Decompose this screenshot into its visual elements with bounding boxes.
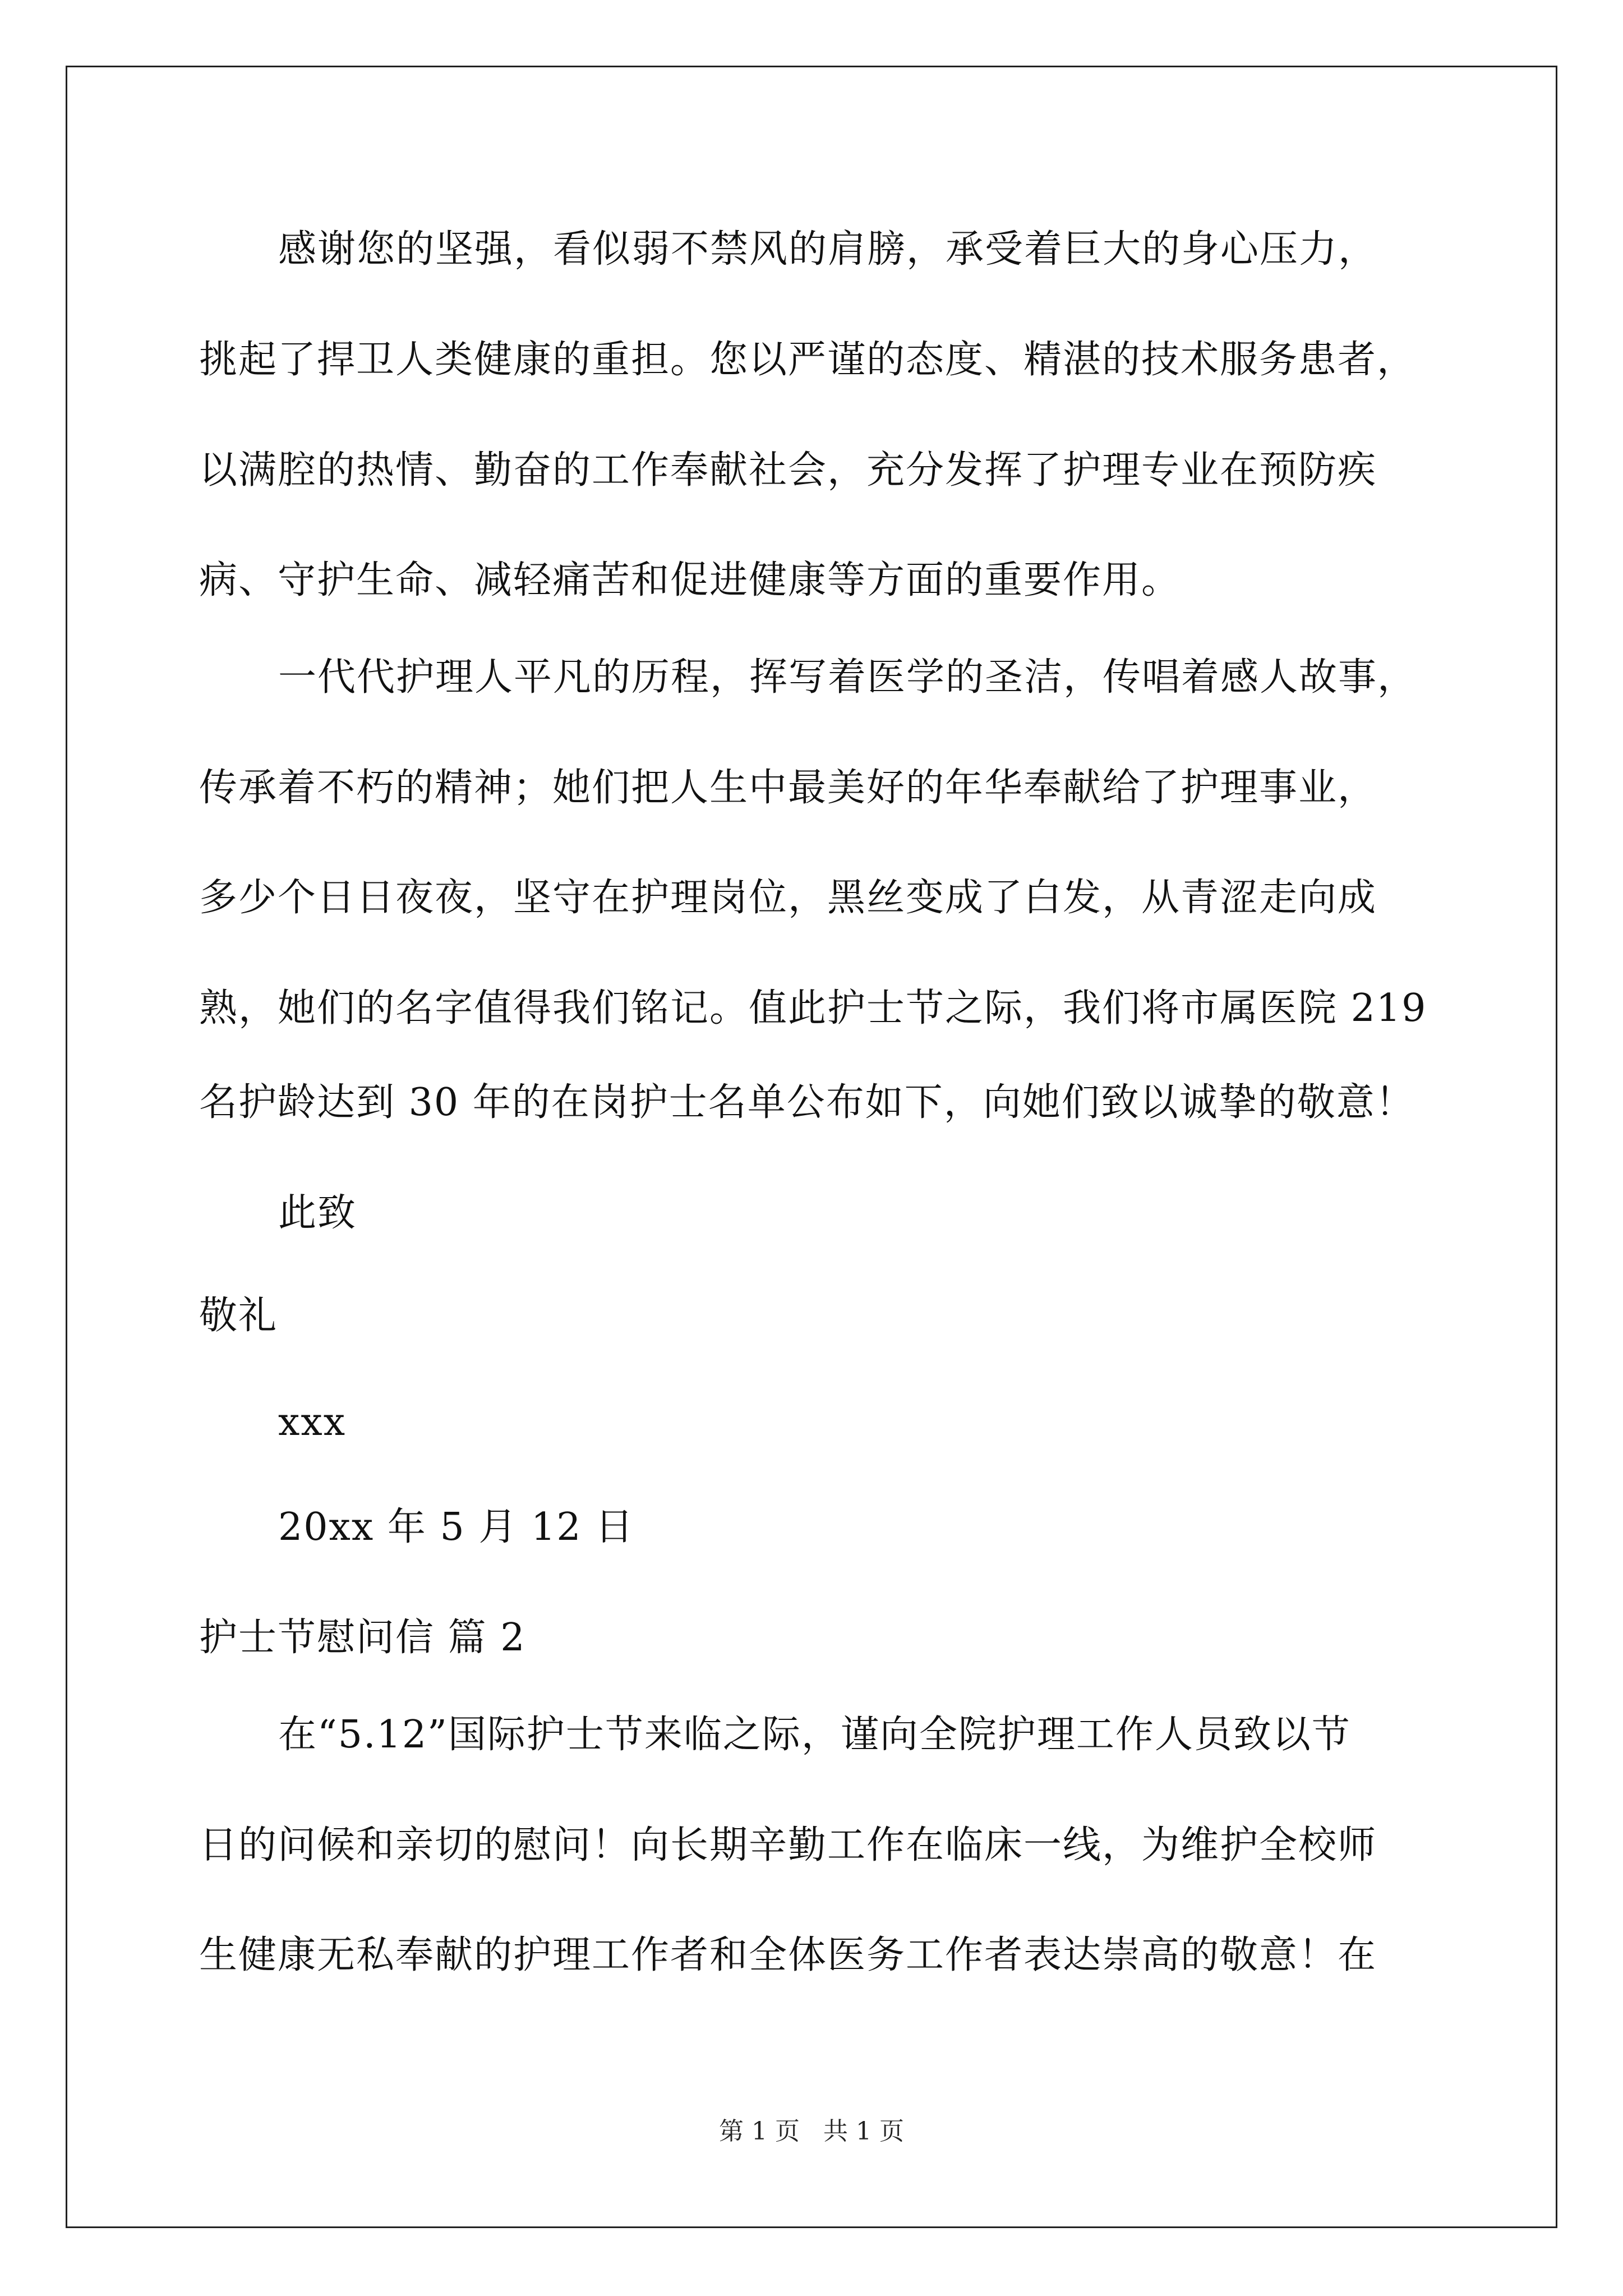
paragraph-3-line-1: 在“5.12”国际护士节来临之际，谨向全院护理工作人员致以节 — [278, 1713, 1351, 1757]
paragraph-1-line-2: 挑起了捍卫人类健康的重担。您以严谨的态度、精湛的技术服务患者， — [199, 338, 1417, 382]
closing-regards: 敬礼 — [199, 1294, 278, 1338]
paragraph-2-line-1: 一代代护理人平凡的历程，挥写着医学的圣洁，传唱着感人故事， — [278, 655, 1417, 700]
signature-date: 20xx 年 5 月 12 日 — [278, 1505, 635, 1549]
paragraph-2-line-3: 多少个日日夜夜，坚守在护理岗位，黑丝变成了白发，从青涩走向成 — [199, 876, 1377, 920]
paragraph-2-line-5: 名护龄达到 30 年的在岗护士名单公布如下，向她们致以诚挚的敬意！ — [199, 1080, 1415, 1125]
paragraph-1-line-4: 病、守护生命、减轻痛苦和促进健康等方面的重要作用。 — [199, 558, 1181, 602]
paragraph-1-line-1: 感谢您的坚强，看似弱不禁风的肩膀，承受着巨大的身心压力， — [278, 227, 1378, 272]
closing-salutation: 此致 — [278, 1191, 357, 1235]
section-heading: 护士节慰问信 篇 2 — [199, 1616, 526, 1660]
page-border — [66, 66, 1557, 2228]
paragraph-2-line-4: 熟，她们的名字值得我们铭记。值此护士节之际，我们将市属医院 219 — [199, 986, 1427, 1030]
paragraph-1-line-3: 以满腔的热情、勤奋的工作奉献社会，充分发挥了护理专业在预防疾 — [199, 448, 1377, 493]
signature-name: xxx — [278, 1400, 347, 1444]
paragraph-3-line-3: 生健康无私奉献的护理工作者和全体医务工作者表达崇高的敬意！在 — [199, 1933, 1377, 1977]
paragraph-2-line-2: 传承着不朽的精神；她们把人生中最美好的年华奉献给了护理事业， — [199, 766, 1377, 810]
paragraph-3-line-2: 日的问候和亲切的慰问！向长期辛勤工作在临床一线，为维护全校师 — [199, 1823, 1377, 1867]
page-footer: 第 1 页 共 1 页 — [719, 2117, 904, 2146]
